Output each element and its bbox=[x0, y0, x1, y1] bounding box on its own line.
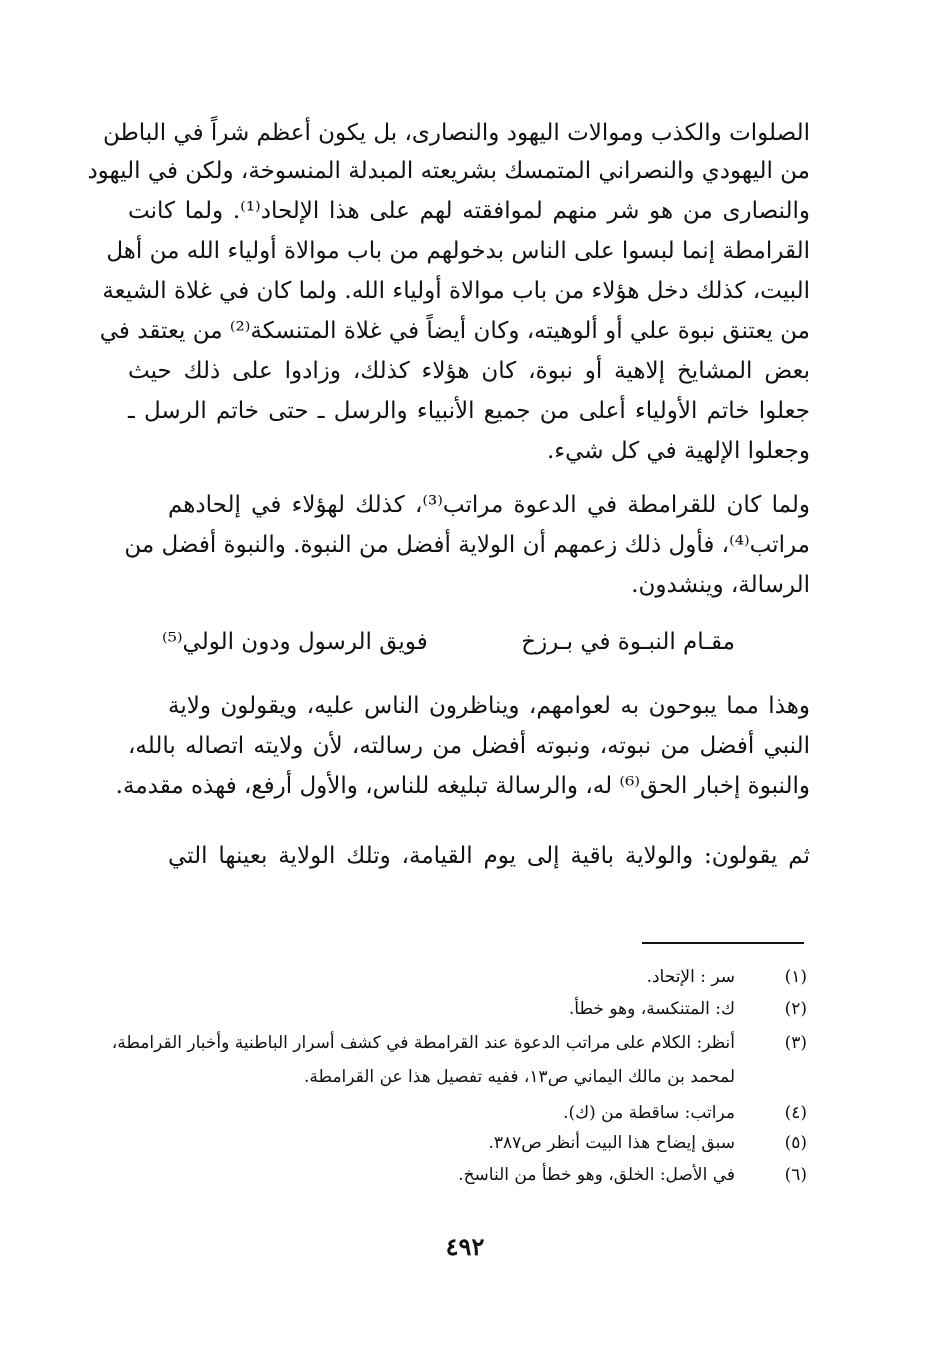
page-number: ٤٩٢ bbox=[445, 1232, 485, 1261]
body-line: ثم يقولون: والولاية باقية إلى يوم القيامة، وتلك الولاية بعينها التي bbox=[168, 843, 810, 869]
body-line: من يعتنق نبوة علي أو ألوهيته، وكان أيضاً في غلاة المتنسكة⁽²⁾ من يعتقد في bbox=[99, 318, 810, 344]
footnote-number: (٣) bbox=[784, 1033, 807, 1053]
footnote-text: سر : الإتحاد. bbox=[646, 967, 735, 987]
footnote-number: (٤) bbox=[784, 1103, 807, 1123]
body-line: وجعلوا الإلهية في كل شيء. bbox=[546, 438, 810, 464]
body-line: الرسالة، وينشدون. bbox=[631, 572, 810, 598]
body-line: ولما كان للقرامطة في الدعوة مراتب⁽³⁾، كذلك لهؤلاء في إلحادهم bbox=[168, 492, 810, 518]
footnote-text: ك: المتنكسة، وهو خطأ. bbox=[568, 999, 735, 1019]
footnote-number: (٦) bbox=[784, 1165, 807, 1185]
body-line: البيت، كذلك دخل هؤلاء من باب موالاة أولياء الله. ولما كان في غلاة الشيعة bbox=[102, 278, 810, 304]
footnote-number: (٢) bbox=[784, 999, 807, 1019]
footnote-number: (٥) bbox=[784, 1133, 807, 1153]
footnote-number: (١) bbox=[784, 967, 807, 987]
footnote-separator bbox=[642, 942, 804, 944]
footnote-text: في الأصل: الخلق، وهو خطأ من الناسخ. bbox=[458, 1165, 735, 1185]
body-line: والنبوة إخبار الحق⁽⁶⁾ له، والرسالة تبليغه للناس، والأول أرفع، فهذه مقدمة. bbox=[115, 773, 810, 799]
body-line: وهذا مما يبوحون به لعوامهم، ويناظرون الناس عليه، ويقولون ولاية bbox=[168, 693, 810, 719]
footnote-text: أنظر: الكلام على مراتب الدعوة عند القرامطة في كشف أسرار الباطنية وأخبار القرامطة، bbox=[111, 1033, 735, 1053]
body-line: الصلوات والكذب وموالات اليهود والنصارى، بل يكون أعظم شراً في الباطن bbox=[102, 120, 810, 146]
body-line: مراتب⁽⁴⁾، فأول ذلك زعمهم أن الولاية أفضل من النبوة. والنبوة أفضل من bbox=[124, 532, 810, 558]
footnote-text: سبق إيضاح هذا البيت أنظر ص٣٨٧. bbox=[488, 1133, 735, 1153]
body-line: جعلوا خاتم الأولياء أعلى من جميع الأنبياء والرسل ـ حتى خاتم الرسل ـ bbox=[128, 398, 810, 424]
body-line: النبي أفضل من نبوته، ونبوته أفضل من رسالته، لأن ولايته اتصاله بالله، bbox=[128, 733, 810, 759]
footnote-text: لمحمد بن مالك اليماني ص١٣، ففيه تفصيل هذا عن القرامطة. bbox=[303, 1067, 735, 1087]
body-line: من اليهودي والنصراني المتمسك بشريعته المبدلة المنسوخة، ولكن في اليهود bbox=[87, 158, 810, 184]
verse-first-hemistich: مقـام النبـوة في بـرزخ bbox=[521, 629, 735, 655]
body-line: القرامطة إنما لبسوا على الناس بدخولهم من باب موالاة أولياء الله من أهل bbox=[106, 238, 810, 264]
body-line: بعض المشايخ إلاهية أو نبوة، كان هؤلاء كذلك، وزادوا على ذلك حيث bbox=[128, 358, 810, 384]
body-line: والنصارى من هو شر منهم لموافقته لهم على هذا الإلحاد⁽¹⁾. ولما كانت bbox=[128, 198, 810, 224]
verse-second-hemistich: فويق الرسول ودون الولي⁽⁵⁾ bbox=[162, 629, 428, 655]
footnote-text: مراتب: ساقطة من (ك). bbox=[563, 1103, 735, 1123]
